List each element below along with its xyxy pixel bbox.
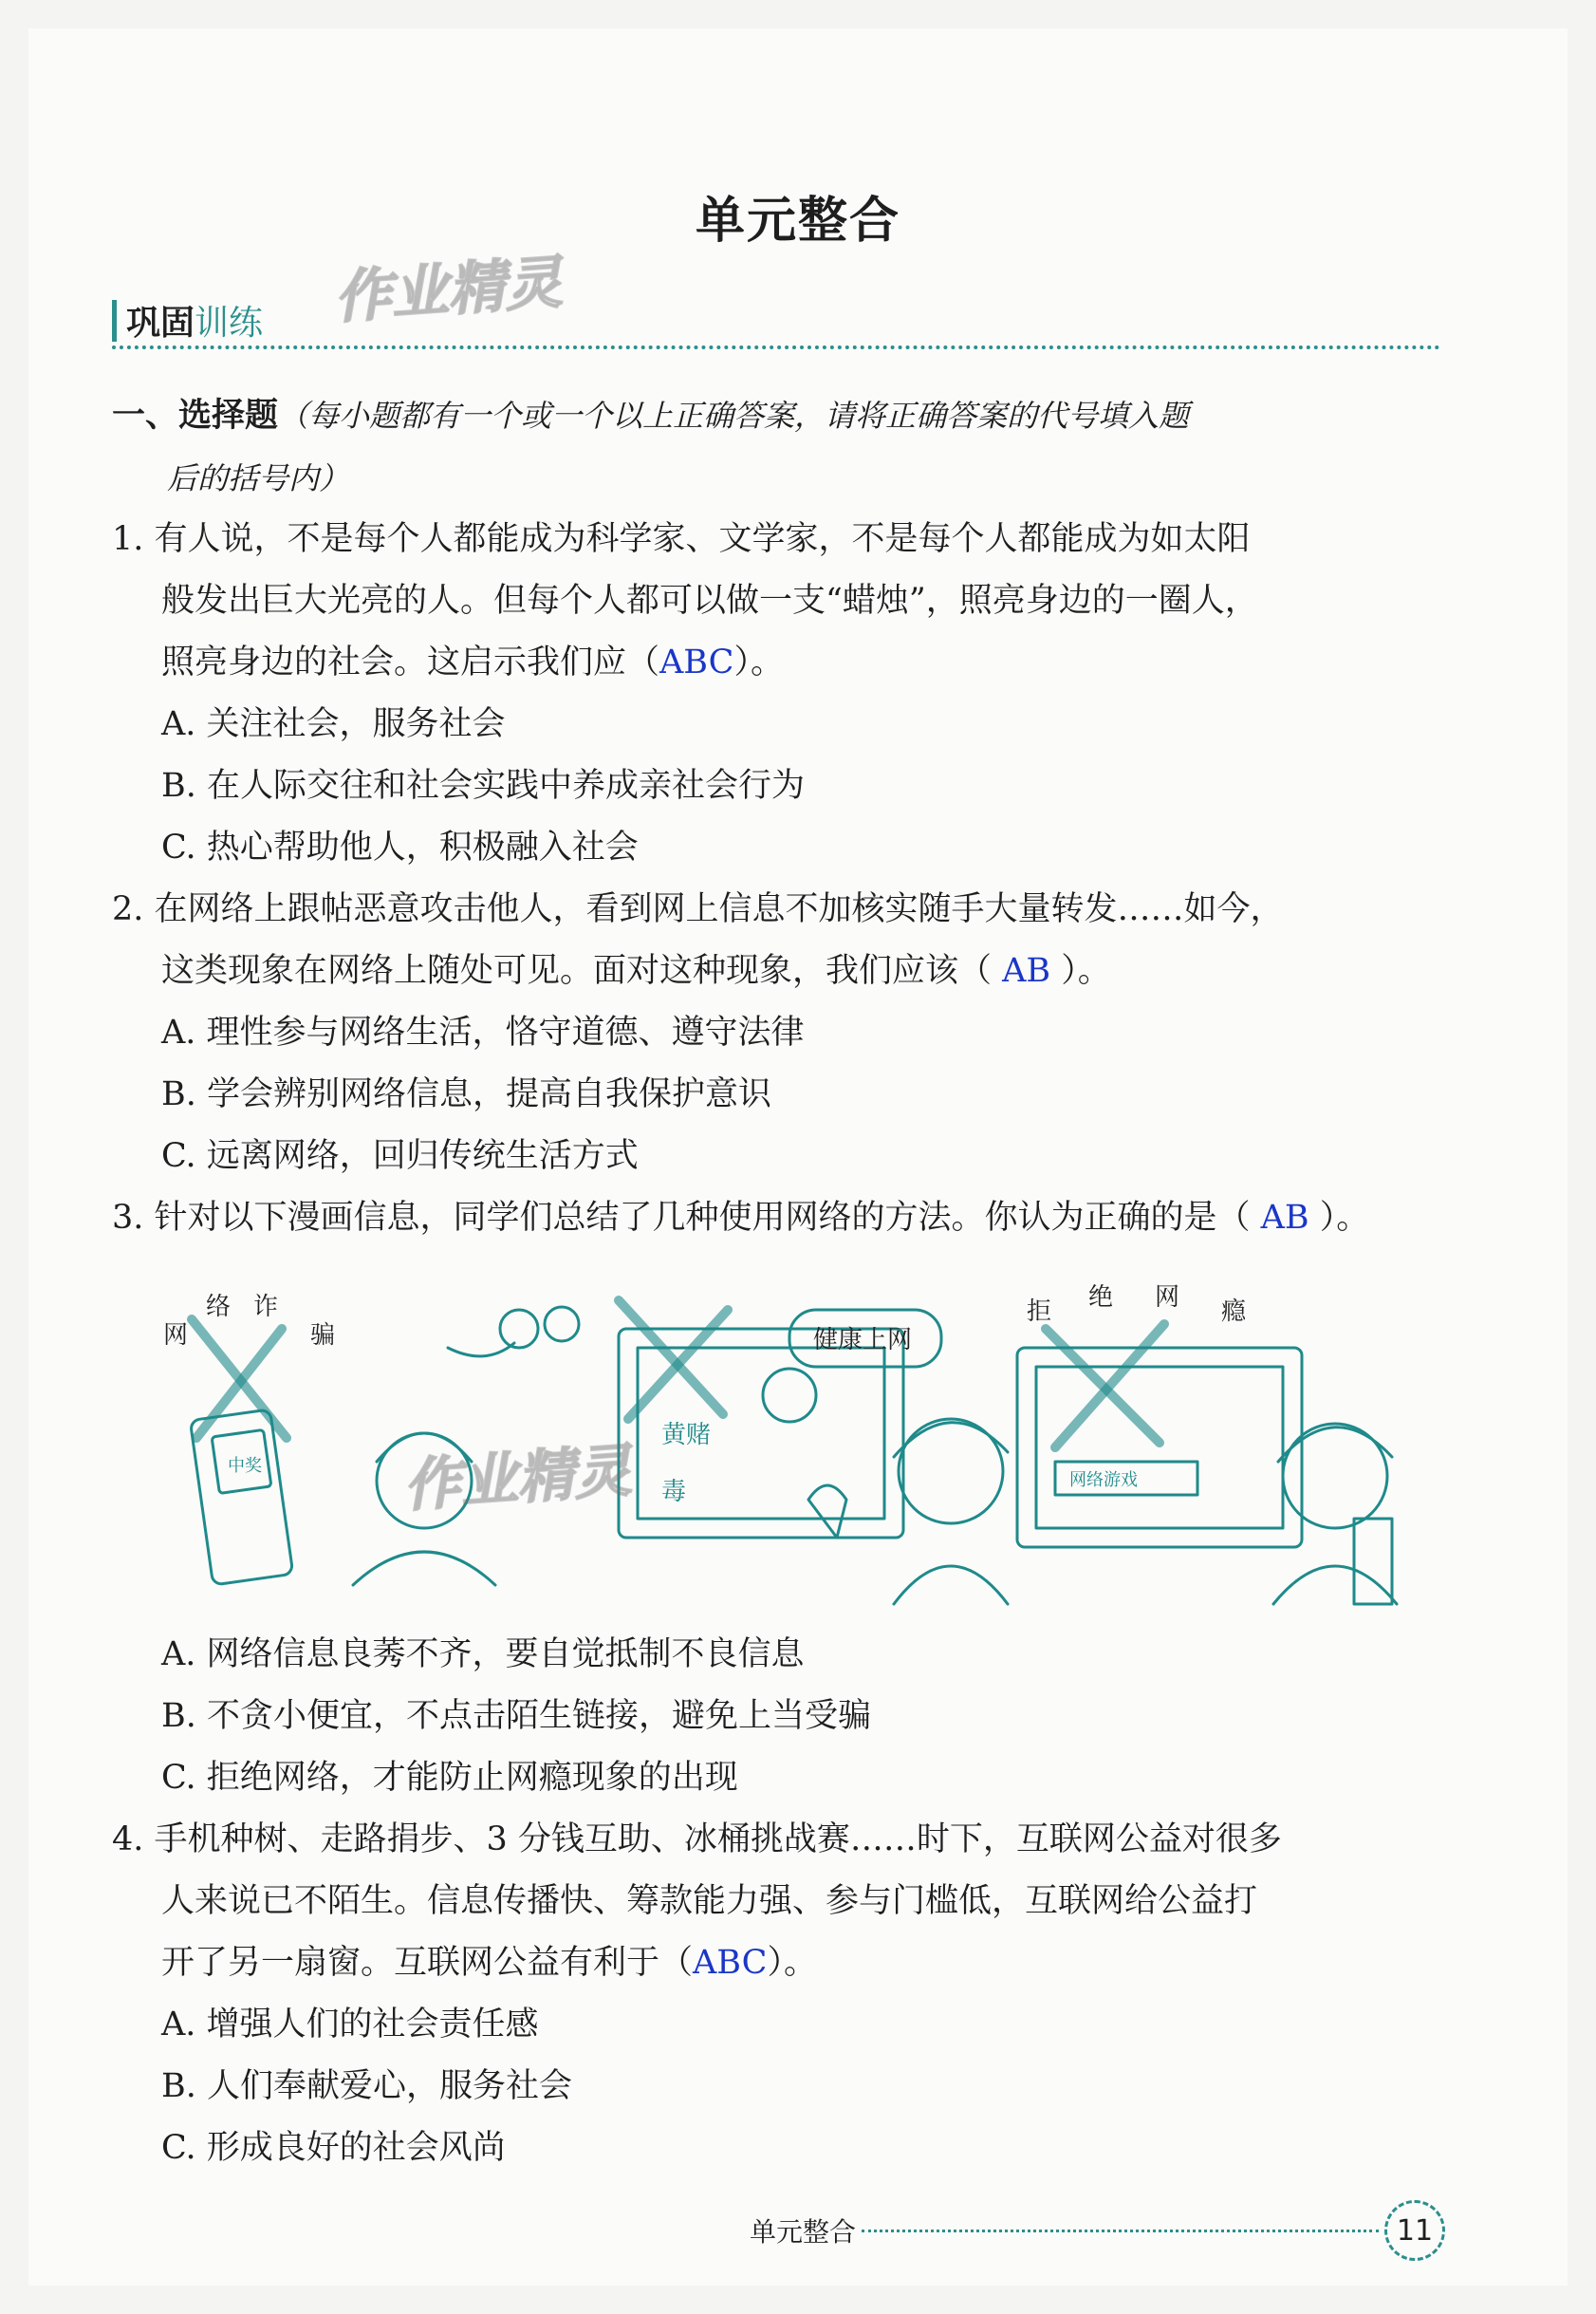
panel2-screen-text-2: 毒 (661, 1478, 687, 1506)
q2-line1: 2. 在网络上跟帖恶意攻击他人，看到网上信息不加核实随手大量转发……如今， (112, 890, 1284, 928)
panel3-label-3: 网 (1155, 1283, 1180, 1312)
page-number: 11 (1384, 2200, 1445, 2261)
q1-line3a: 照亮身边的社会。这启示我们应（ (161, 644, 660, 681)
part1-label: 一、选择题 (112, 397, 279, 435)
q4-line1: 4. 手机种树、走路捐步、3 分钱互助、冰桶挑战赛……时下，互联网公益对很多 (112, 1820, 1282, 1858)
q1-line3b: ）。 (733, 644, 784, 681)
q1-option-b: B. 在人际交往和社会实践中养成亲社会行为 (161, 767, 805, 805)
part1-note1: （每小题都有一个或一个以上正确答案，请将正确答案的代号填入题 (278, 398, 1190, 434)
q2-option-c: C. 远离网络，回归传统生活方式 (161, 1137, 639, 1175)
q1-option-c: C. 热心帮助他人，积极融入社会 (161, 829, 639, 867)
section-bar (112, 300, 117, 342)
watermark-top: 作业精灵 (332, 249, 565, 332)
q4-line2: 人来说已不陌生。信息传播快、筹款能力强、参与门槛低，互联网给公益打 (161, 1882, 1258, 1920)
part1-note2: 后的括号内） (167, 460, 350, 496)
footer (750, 2200, 1445, 2261)
section-main: 巩固 (126, 304, 195, 343)
watermark-middle: 作业精灵 (401, 1437, 634, 1521)
q3-answer: AB (1260, 1199, 1309, 1237)
q3-option-c: C. 拒绝网络，才能防止网瘾现象的出现 (161, 1759, 738, 1797)
section-accent: 训练 (195, 304, 264, 343)
q3-option-a: A. 网络信息良莠不齐，要自觉抵制不良信息 (161, 1635, 805, 1673)
panel3-label-2: 绝 (1088, 1283, 1114, 1312)
q4-line3a: 开了另一扇窗。互联网公益有利于（ (161, 1944, 694, 1982)
q1-answer: ABC (659, 644, 734, 681)
panel1-label-1: 网 (163, 1321, 189, 1350)
panel3-label-4: 瘾 (1221, 1297, 1247, 1326)
section-divider (112, 345, 1440, 349)
panel1-label-4: 骗 (310, 1321, 336, 1350)
q1-line1: 1. 有人说，不是每个人都能成为科学家、文学家，不是每个人都能成为如太阳 (112, 520, 1251, 558)
q4-answer: ABC (693, 1944, 768, 1982)
q2-line2a: 这类现象在网络上随处可见。面对这种现象，我们应该（ (161, 952, 1003, 990)
panel2-screen-text-1: 黄赌 (661, 1421, 712, 1449)
q3-line1a: 3. 针对以下漫画信息，同学们总结了几种使用网络的方法。你认为正确的是（ (112, 1199, 1261, 1237)
cartoon-illustration (163, 1272, 1444, 1614)
footer-dots (862, 2230, 1379, 2232)
section-heading (112, 296, 263, 345)
panel-addiction (1017, 1324, 1397, 1604)
q1-line2: 般发出巨大光亮的人。但每个人都可以做一支“蜡烛”，照亮身边的一圈人， (161, 582, 1258, 620)
q2-answer: AB (1002, 952, 1051, 990)
panel3-screen-text: 网络游戏 (1069, 1470, 1138, 1490)
panel2-bubble-text: 健康上网 (813, 1326, 913, 1354)
q4-option-c: C. 形成良好的社会风尚 (161, 2129, 506, 2167)
panel3-label-1: 拒 (1027, 1297, 1052, 1326)
page-title: 单元整合 (695, 192, 900, 250)
footer-label: 单元整合 (750, 2216, 857, 2248)
q2-line2 (161, 940, 1111, 1002)
q2-line2b: ）。 (1050, 952, 1111, 990)
q4-line3 (161, 1931, 817, 1994)
q1-line3 (161, 631, 784, 694)
q1-option-a: A. 关注社会，服务社会 (161, 705, 506, 743)
panel1-label-3: 诈 (253, 1293, 279, 1321)
q3-line1 (112, 1186, 1369, 1249)
q4-option-a: A. 增强人们的社会责任感 (161, 2006, 539, 2043)
q2-option-b: B. 学会辨别网络信息，提高自我保护意识 (161, 1075, 771, 1113)
panel1-label-2: 络 (206, 1293, 232, 1321)
q2-option-a: A. 理性参与网络生活，恪守道德、遵守法律 (161, 1014, 805, 1052)
part1-header (112, 384, 1189, 510)
q4-line3b: ）。 (767, 1944, 817, 1982)
q3-option-b: B. 不贪小便宜，不点击陌生链接，避免上当受骗 (161, 1697, 871, 1735)
q3-line1b: ）。 (1308, 1199, 1370, 1237)
q4-option-b: B. 人们奉献爱心，服务社会 (161, 2067, 572, 2105)
panel1-phone-text: 中奖 (228, 1456, 262, 1476)
